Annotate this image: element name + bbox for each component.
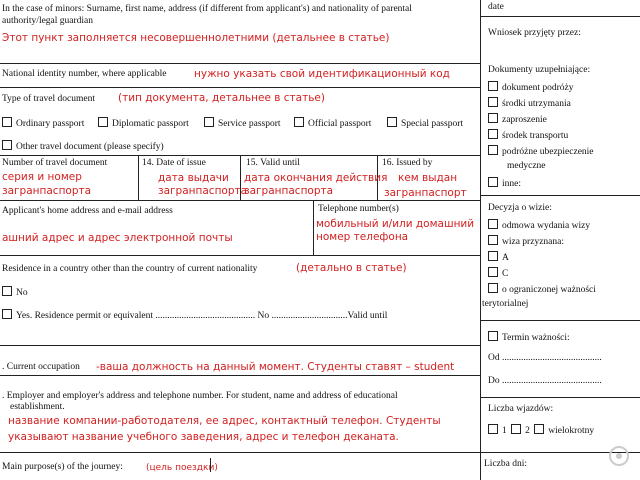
minors-label-line1: In the case of minors: Surname, first name, address (if different from applicant's) and nationality of parental xyxy=(2,4,412,14)
phone-label: Telephone number(s) xyxy=(318,204,399,214)
residence-option-yes[interactable]: Yes. Residence permit or equivalent .......................................... No ................................Valid until xyxy=(2,309,387,322)
checkbox[interactable] xyxy=(294,117,304,127)
checkbox[interactable] xyxy=(2,140,12,150)
doc-item[interactable]: środki utrzymania xyxy=(488,97,571,110)
employer-note2: указывают название учебного заведения, адрес и телефон деканата. xyxy=(8,431,399,443)
entries-options[interactable]: 1 2 wielokrotny xyxy=(488,424,594,437)
top-fragment: date xyxy=(488,2,504,12)
checkbox[interactable] xyxy=(204,117,214,127)
checkbox[interactable] xyxy=(488,129,498,139)
issued-by-note1: кем выдан xyxy=(398,172,458,184)
employer-label-line1: . Employer and employer's address and telephone number. For student, name and address of educational xyxy=(2,391,398,401)
decision-item[interactable]: A xyxy=(488,251,509,264)
days-label: Liczba dni: xyxy=(484,459,527,469)
residence-note: (детально в статье) xyxy=(296,262,407,274)
decision-item-wrap: terytorialnej xyxy=(482,299,529,309)
right-divider xyxy=(480,320,640,321)
decision-item[interactable]: odmowa wydania wizy xyxy=(488,219,590,232)
checkbox[interactable] xyxy=(2,286,12,296)
right-divider xyxy=(480,397,640,398)
doc-item[interactable]: zaproszenie xyxy=(488,113,547,126)
checkbox[interactable] xyxy=(488,219,498,229)
phone-note2: номер телефона xyxy=(316,231,409,243)
decision-item[interactable]: C xyxy=(488,267,508,280)
row-divider xyxy=(0,63,480,64)
purpose-label: Main purpose(s) of the journey: xyxy=(2,462,123,472)
phone-note1: мобильный и/или домашний xyxy=(316,218,475,230)
residence-option-no[interactable]: No xyxy=(2,286,28,299)
checkbox[interactable] xyxy=(488,235,498,245)
checkbox[interactable] xyxy=(488,113,498,123)
checkbox[interactable] xyxy=(98,117,108,127)
travel-doc-option-other[interactable]: Other travel document (please specify) xyxy=(2,140,164,153)
checkbox[interactable] xyxy=(534,424,544,434)
national-id-note: нужно указать свой идентификационный код xyxy=(194,68,450,80)
occupation-note: -ваша должность на данный момент. Студенты ставят – student xyxy=(96,361,455,373)
doc-number-note1: серия и номер xyxy=(2,171,82,183)
date-issue-note2: загранпаспорта xyxy=(158,185,248,197)
date-issue-note1: дата выдачи xyxy=(158,172,229,184)
checkbox[interactable] xyxy=(488,331,498,341)
column-divider xyxy=(480,0,481,480)
checkbox[interactable] xyxy=(488,283,498,293)
row-divider xyxy=(0,345,480,346)
checkbox[interactable] xyxy=(2,117,12,127)
purpose-note: (цель поездки) xyxy=(146,463,218,473)
travel-doc-option-diplomatic[interactable]: Diplomatic passport xyxy=(98,117,189,130)
right-divider xyxy=(480,16,640,17)
row-divider xyxy=(0,255,480,256)
travel-doc-option-special[interactable]: Special passport xyxy=(387,117,463,130)
checkbox[interactable] xyxy=(488,177,498,187)
checkbox[interactable] xyxy=(488,251,498,261)
row-divider xyxy=(0,200,480,201)
doc-item[interactable]: podróżne ubezpieczenie xyxy=(488,145,594,158)
national-id-label: National identity number, where applicable xyxy=(2,69,167,79)
checkbox[interactable] xyxy=(488,145,498,155)
issued-by-note2: загранпаспорт xyxy=(384,187,467,199)
camera-watermark-icon xyxy=(604,444,634,468)
address-note: ашний адрес и адрес электронной почты xyxy=(2,232,233,244)
valid-until-note2: загранпаспорта xyxy=(244,185,334,197)
valid-until-label: 15. Valid until xyxy=(246,158,300,168)
text-cursor xyxy=(210,458,211,472)
valid-until-note1: дата окончания действия xyxy=(244,172,388,184)
validity-from[interactable]: Od .......................................... xyxy=(488,353,602,363)
cell-divider xyxy=(138,155,139,200)
checkbox[interactable] xyxy=(2,309,12,319)
validity-to[interactable]: Do .......................................... xyxy=(488,376,602,386)
address-label: Applicant's home address and e-mail address xyxy=(2,206,173,216)
checkbox[interactable] xyxy=(488,97,498,107)
doc-item-wrap: medyczne xyxy=(507,161,546,171)
docs-header: Dokumenty uzupełniające: xyxy=(488,65,591,75)
travel-doc-option-ordinary[interactable]: Ordinary passport xyxy=(2,117,84,130)
checkbox[interactable] xyxy=(488,81,498,91)
cell-divider xyxy=(313,200,314,255)
right-divider xyxy=(480,195,640,196)
occupation-label: . Current occupation xyxy=(2,362,80,372)
entries-header: Liczba wjazdów: xyxy=(488,404,554,414)
employer-label-line2: establishment. xyxy=(10,402,65,412)
row-divider xyxy=(0,375,480,376)
row-divider xyxy=(0,87,480,88)
date-issue-label: 14. Date of issue xyxy=(142,158,206,168)
decision-header: Decyzja o wizie: xyxy=(488,203,552,213)
travel-doc-option-service[interactable]: Service passport xyxy=(204,117,281,130)
checkbox[interactable] xyxy=(488,424,498,434)
doc-item[interactable]: środek transportu xyxy=(488,129,568,142)
travel-doc-option-official[interactable]: Official passport xyxy=(294,117,371,130)
doc-item[interactable]: dokument podróży xyxy=(488,81,574,94)
minors-label-line2: authority/legal guardian xyxy=(2,16,94,26)
row-divider xyxy=(0,452,480,453)
checkbox[interactable] xyxy=(511,424,521,434)
residence-label: Residence in a country other than the country of current nationality xyxy=(2,264,258,274)
issued-by-label: 16. Issued by xyxy=(382,158,433,168)
decision-item[interactable]: o ograniczonej ważności xyxy=(488,283,596,296)
checkbox[interactable] xyxy=(488,267,498,277)
doc-item[interactable]: inne: xyxy=(488,177,521,190)
received-by-label: Wniosek przyjęty przez: xyxy=(488,28,581,38)
minors-note: Этот пункт заполняется несовершеннолетними (детальнее в статье) xyxy=(2,32,390,44)
validity-label[interactable]: Termin ważności: xyxy=(488,331,570,344)
travel-doc-label: Type of travel document xyxy=(2,94,95,104)
decision-item[interactable]: wiza przyznana: xyxy=(488,235,564,248)
employer-note1: название компании-работодателя, ее адрес, контактный телефон. Студенты xyxy=(8,415,441,427)
checkbox[interactable] xyxy=(387,117,397,127)
doc-number-label: Number of travel document xyxy=(2,158,108,168)
doc-number-note2: загранпаспорта xyxy=(2,185,92,197)
travel-doc-note: (тип документа, детальнее в статье) xyxy=(118,92,325,104)
